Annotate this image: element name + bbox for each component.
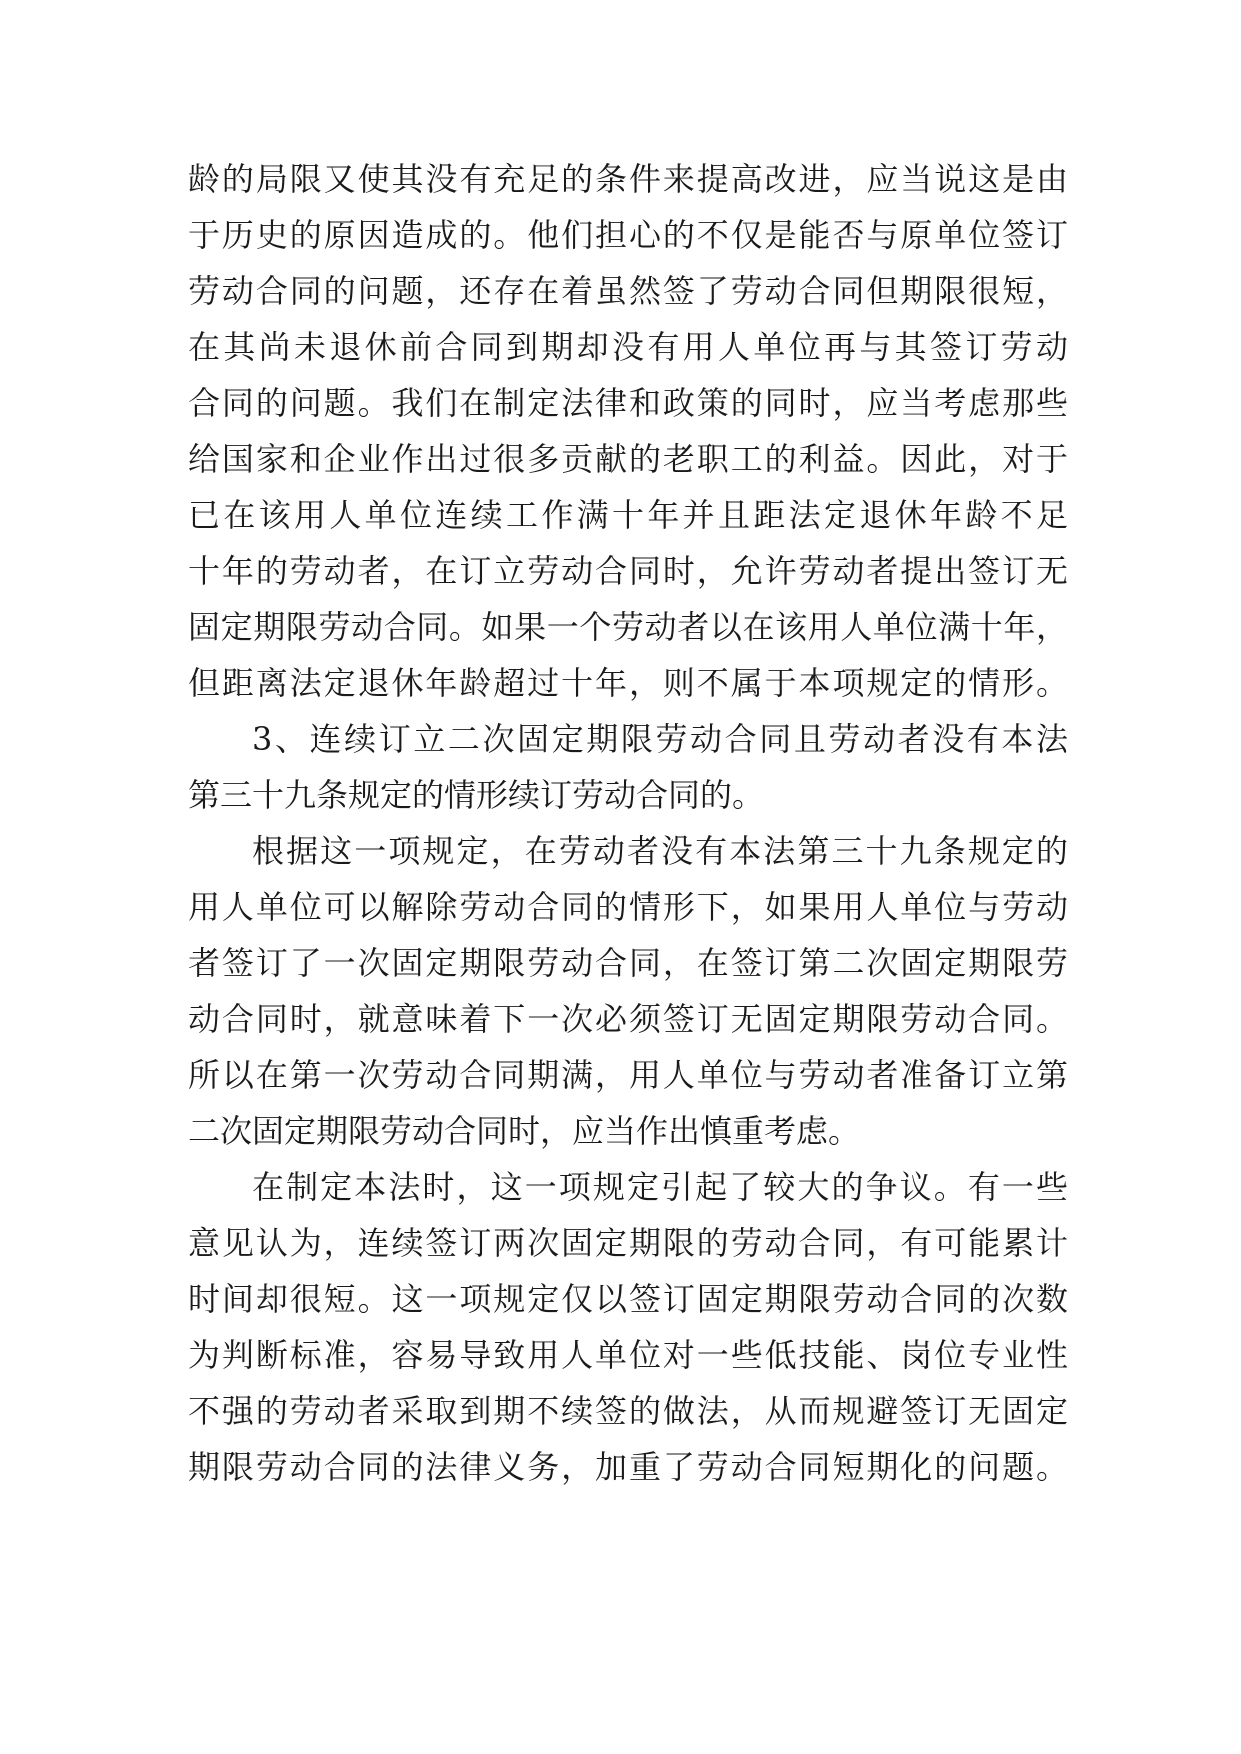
text-line: 用人单位可以解除劳动合同的情形下，如果用人单位与劳动: [188, 888, 1068, 926]
text-line: 在制定本法时，这一项规定引起了较大的争议。有一些: [252, 1168, 1068, 1206]
text-line: 固定期限劳动合同。如果一个劳动者以在该用人单位满十年，: [188, 608, 1068, 646]
text-line: 动合同时，就意味着下一次必须签订无固定期限劳动合同。: [188, 1000, 1068, 1038]
text-line: 第三十九条规定的情形续订劳动合同的。: [188, 776, 765, 814]
text-line: 为判断标准，容易导致用人单位对一些低技能、岗位专业性: [188, 1336, 1068, 1374]
text-line: 根据这一项规定，在劳动者没有本法第三十九条规定的: [252, 832, 1068, 870]
text-line: 3、连续订立二次固定期限劳动合同且劳动者没有本法: [252, 720, 1068, 758]
text-line: 给国家和企业作出过很多贡献的老职工的利益。因此，对于: [188, 440, 1068, 478]
text-line: 所以在第一次劳动合同期满，用人单位与劳动者准备订立第: [188, 1056, 1068, 1094]
text-line: 意见认为，连续签订两次固定期限的劳动合同，有可能累计: [188, 1224, 1068, 1262]
text-line: 在其尚未退休前合同到期却没有用人单位再与其签订劳动: [188, 328, 1068, 366]
text-line: 不强的劳动者采取到期不续签的做法，从而规避签订无固定: [188, 1392, 1068, 1430]
text-line: 期限劳动合同的法律义务，加重了劳动合同短期化的问题。: [188, 1448, 1068, 1486]
text-line: 十年的劳动者，在订立劳动合同时，允许劳动者提出签订无: [188, 552, 1068, 590]
text-line: 时间却很短。这一项规定仅以签订固定期限劳动合同的次数: [188, 1280, 1068, 1318]
text-line: 已在该用人单位连续工作满十年并且距法定退休年龄不足: [188, 496, 1068, 534]
text-line: 者签订了一次固定期限劳动合同，在签订第二次固定期限劳: [188, 944, 1068, 982]
text-line: 于历史的原因造成的。他们担心的不仅是能否与原单位签订: [188, 216, 1068, 254]
text-line: 二次固定期限劳动合同时，应当作出慎重考虑。: [188, 1112, 861, 1150]
text-line: 合同的问题。我们在制定法律和政策的同时，应当考虑那些: [188, 384, 1068, 422]
text-line: 但距离法定退休年龄超过十年，则不属于本项规定的情形。: [188, 664, 1068, 702]
text-line: 劳动合同的问题，还存在着虽然签了劳动合同但期限很短，: [188, 272, 1068, 310]
body-text: [188, 151, 1068, 1495]
text-line: 龄的局限又使其没有充足的条件来提高改进，应当说这是由: [188, 160, 1068, 198]
